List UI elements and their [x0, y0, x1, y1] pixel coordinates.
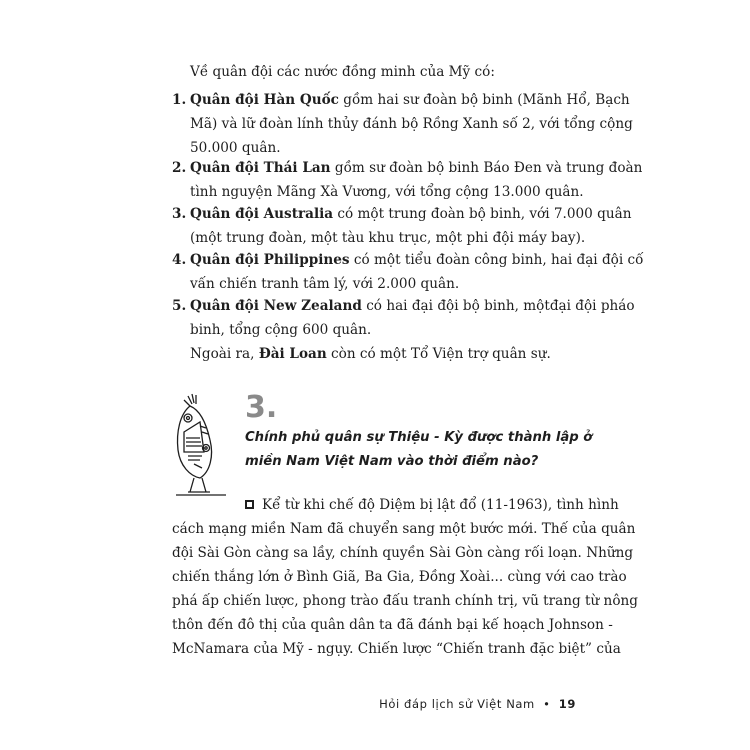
answer-line: thôn đến đô thị của quân dân ta đã đánh bại kế hoạch Johnson -	[172, 617, 613, 633]
list-item-number: 3.	[172, 206, 187, 222]
list-item-number: 5.	[172, 298, 187, 314]
country-name: Quân đội New Zealand	[190, 298, 362, 314]
country-name: Quân đội Philippines	[190, 252, 350, 268]
list-item-text: gồm hai sư đoàn bộ binh (Mãnh Hổ, Bạch	[338, 92, 630, 108]
country-name: Quân đội Australia	[190, 206, 334, 222]
note-after: còn có một Tổ Viện trợ quân sự.	[326, 346, 551, 362]
list-item-text: có một tiểu đoàn công binh, hai đại đội cố	[349, 252, 644, 268]
page-number: 19	[558, 697, 576, 711]
page-footer	[379, 697, 576, 711]
question-line: miền Nam Việt Nam vào thời điểm nào?	[245, 454, 539, 469]
list-item-number: 1.	[172, 92, 187, 108]
list-item-line	[190, 158, 643, 178]
answer-line	[245, 495, 619, 515]
list-item-line: Mã) và lữ đoàn lính thủy đánh bộ Rồng Xanh số 2, với tổng cộng	[190, 116, 633, 132]
answer-line: phá ấp chiến lược, phong trào đấu tranh chính trị, vũ trang từ nông	[172, 593, 638, 609]
list-item-line: 50.000 quân.	[190, 140, 281, 156]
bird-illustration-icon	[170, 392, 230, 498]
answer-line: cách mạng miền Nam đã chuyển sang một bước mới. Thế của quân	[172, 521, 636, 537]
note-text	[190, 344, 551, 364]
list-item-line	[190, 90, 630, 110]
list-item-line: tình nguyện Mãng Xà Vương, với tổng cộng 13.000 quân.	[190, 184, 584, 200]
list-item-text: có một trung đoàn bộ binh, với 7.000 quân	[333, 206, 632, 222]
list-item-line	[190, 250, 644, 270]
footer-separator: •	[543, 697, 551, 711]
answer-line: đội Sài Gòn càng sa lầy, chính quyền Sài Gòn càng rối loạn. Những	[172, 545, 634, 561]
list-item-line	[190, 296, 635, 316]
list-item-line: vấn chiến tranh tâm lý, với 2.000 quân.	[190, 276, 460, 292]
intro-text: Về quân đội các nước đồng minh của Mỹ có:	[190, 64, 495, 80]
list-item-number: 2.	[172, 160, 187, 176]
answer-line: chiến thắng lớn ở Bình Giã, Ba Gia, Đồng Xoài... cùng với cao trào	[172, 569, 627, 585]
question-line: Chính phủ quân sự Thiệu - Kỳ được thành lập ở	[245, 430, 593, 445]
list-item-line	[190, 204, 632, 224]
answer-line: McNamara của Mỹ - ngụy. Chiến lược “Chiến tranh đặc biệt” của	[172, 641, 621, 657]
list-item-line: (một trung đoàn, một tàu khu trục, một phi đội máy bay).	[190, 230, 586, 246]
list-item-text: có hai đại đội bộ binh, mộtđại đội pháo	[361, 298, 635, 314]
answer-first-line: Kể từ khi chế độ Diệm bị lật đổ (11-1963), tình hình	[262, 497, 619, 513]
list-item-line: binh, tổng cộng 600 quân.	[190, 322, 372, 338]
country-name: Quân đội Hàn Quốc	[190, 92, 339, 108]
note-bold: Đài Loan	[258, 346, 327, 362]
country-name: Quân đội Thái Lan	[190, 160, 331, 176]
question-number: 3.	[245, 390, 278, 425]
list-item-text: gồm sư đoàn bộ binh Báo Đen và trung đoàn	[330, 160, 643, 176]
note-before: Ngoài ra,	[190, 346, 259, 362]
square-bullet-icon	[245, 500, 254, 509]
book-title: Hỏi đáp lịch sử Việt Nam	[379, 697, 535, 711]
list-item-number: 4.	[172, 252, 187, 268]
